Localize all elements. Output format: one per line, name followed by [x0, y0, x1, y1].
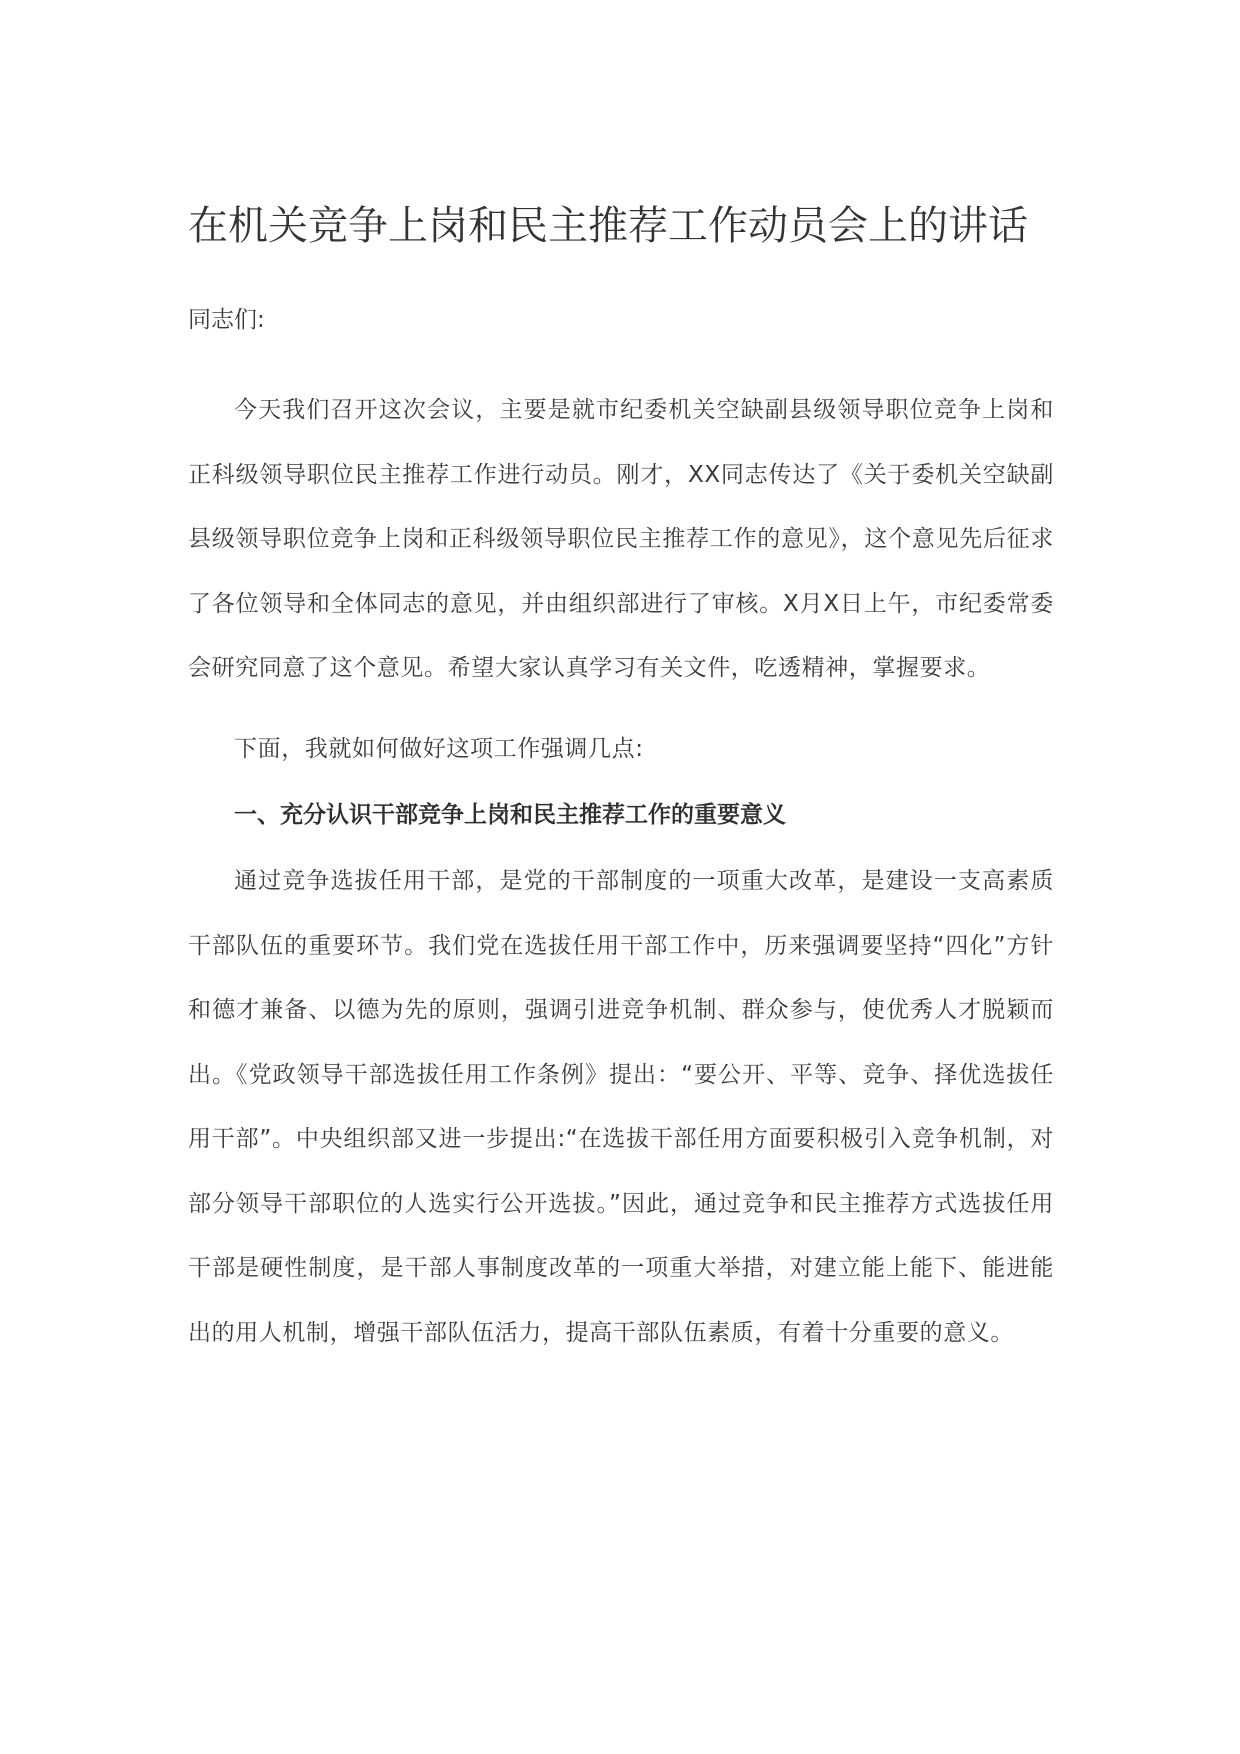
document-title: 在机关竞争上岗和民主推荐工作动员会上的讲话	[188, 203, 1028, 249]
paragraph-transition: 下面，我就如何做好这项工作强调几点:	[234, 735, 644, 762]
paragraph-opening: 今天我们召开这次会议，主要是就市纪委机关空缺副县级领导职位竞争上岗和正科级领导职位民主推荐工作进行动员。刚才，XX同志传达了《关于委机关空缺副县级领导职位竞争上岗和正科级领导职位民主推荐工作的意见》，这个意见先后征求了各位领导和全体同志的意见，并由组织部进行了审核。X月X日上午，市纪委常委会研究同意了这个意见。希望大家认真学习有关文件，吃透精神，掌握要求。	[188, 397, 1054, 681]
salutation: 同志们:	[188, 307, 265, 333]
document-body	[188, 190, 1054, 1365]
section-heading: 一、充分认识干部竞争上岗和民主推荐工作的重要意义	[234, 802, 786, 828]
paragraph-significance: 通过竞争选拔任用干部，是党的干部制度的一项重大改革，是建设一支高素质干部队伍的重要环节。我们党在选拔任用干部工作中，历来强调要坚持“四化”方针和德才兼备、以德为先的原则，强调引进竞争机制、群众参与，使优秀人才脱颖而出。《党政领导干部选拔任用工作条例》提出：“要公开、平等、竞争、择优选拔任用干部”。中央组织部又进一步提出:“在选拔干部任用方面要积极引入竞争机制，对部分领导干部职位的人选实行公开选拔。”因此，通过竞争和民主推荐方式选拔任用干部是硬性制度，是干部人事制度改革的一项重大举措，对建立能上能下、能进能出的用人机制，增强干部队伍活力，提高干部队伍素质，有着十分重要的意义。	[188, 868, 1054, 1346]
